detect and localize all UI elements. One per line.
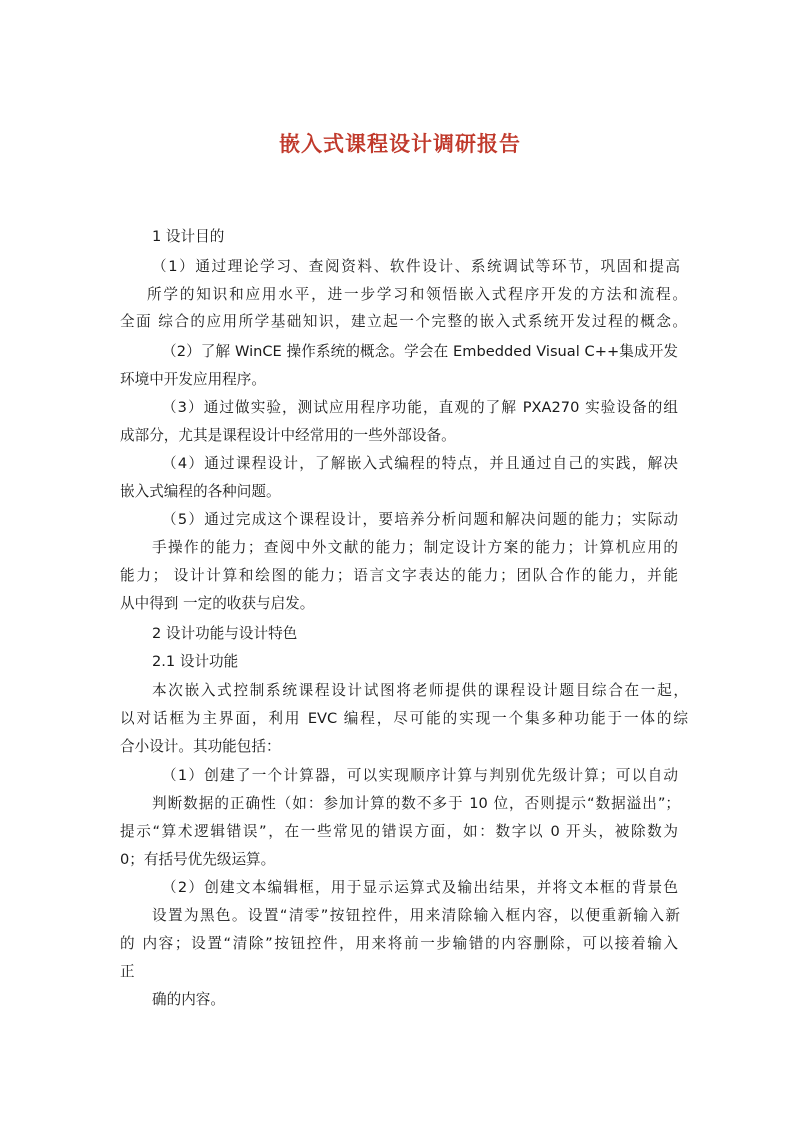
paragraph-line: （4）通过课程设计，了解嵌入式编程的特点，并且通过自己的实践，解决 — [162, 455, 678, 472]
paragraph-line: 环境中开发应用程序。 — [120, 371, 266, 388]
paragraph-line: （1）创建了一个计算器，可以实现顺序计算与判别优先级计算；可以自动 — [162, 767, 678, 784]
paragraph-line: 成部分，尤其是课程设计中经常用的一些外部设备。 — [120, 427, 456, 444]
paragraph-line: （2）了解 WinCE 操作系统的概念。学会在 Embedded Visual C++集成开发 — [162, 343, 678, 360]
paragraph-line: 合小设计。其功能包括： — [120, 738, 281, 755]
paragraph-line: 本次嵌入式控制系统课程设计试图将老师提供的课程设计题目综合在一起， — [152, 682, 688, 699]
paragraph-line: 从中得到 一定的收获与启发。 — [120, 595, 315, 612]
paragraph-line: 确的内容。 — [152, 991, 225, 1008]
paragraph-line: （1）通过理论学习、查阅资料、软件设计、系统调试等环节，巩固和提高 — [152, 258, 680, 275]
paragraph-line: （5）通过完成这个课程设计，要培养分析问题和解决问题的能力；实际动 — [162, 511, 678, 528]
paragraph-line: （2）创建文本编辑框，用于显示运算式及输出结果，并将文本框的背景色 — [162, 879, 678, 896]
paragraph-line: 手操作的能力；查阅中外文献的能力；制定设计方案的能力；计算机应用的 — [152, 539, 678, 556]
paragraph-line: 判断数据的正确性（如：参加计算的数不多于 10 位，否则提示“数据溢出”； — [152, 795, 680, 812]
paragraph-line: 设置为黑色。设置“清零”按钮控件，用来清除输入框内容，以便重新输入新 — [152, 907, 680, 924]
paragraph-line: 的 内容；设置“清除”按钮控件，用来将前一步输错的内容删除，可以接着输入 — [120, 935, 678, 952]
paragraph-line: 能力； 设计计算和绘图的能力；语言文字表达的能力；团队合作的能力，并能 — [120, 567, 678, 584]
paragraph-line: （3）通过做实验，测试应用程序功能，直观的了解 PXA270 实验设备的组 — [162, 399, 678, 416]
paragraph-line: 提示“算术逻辑错误”，在一些常见的错误方面，如：数字以 0 开头，被除数为 — [120, 823, 678, 840]
heading-design-functions: 2.1 设计功能 — [152, 653, 239, 670]
paragraph-line: 嵌入式编程的各种问题。 — [120, 483, 281, 500]
paragraph-line: 所学的知识和应用水平，进一步学习和领悟嵌入式程序开发的方法和流程。 — [147, 286, 687, 303]
heading-design-purpose: 1 设计目的 — [152, 228, 225, 245]
paragraph-line: 全面 综合的应用所学基础知识，建立起一个完整的嵌入式系统开发过程的概念。 — [120, 313, 687, 330]
paragraph-line: 正 — [120, 963, 135, 980]
document-title: 嵌入式课程设计调研报告 — [279, 131, 521, 156]
paragraph-line: 0；有括号优先级运算。 — [120, 851, 276, 868]
paragraph-line: 以对话框为主界面，利用 EVC 编程，尽可能的实现一个集多种功能于一体的综 — [120, 710, 688, 727]
heading-design-features: 2 设计功能与设计特色 — [152, 625, 298, 642]
